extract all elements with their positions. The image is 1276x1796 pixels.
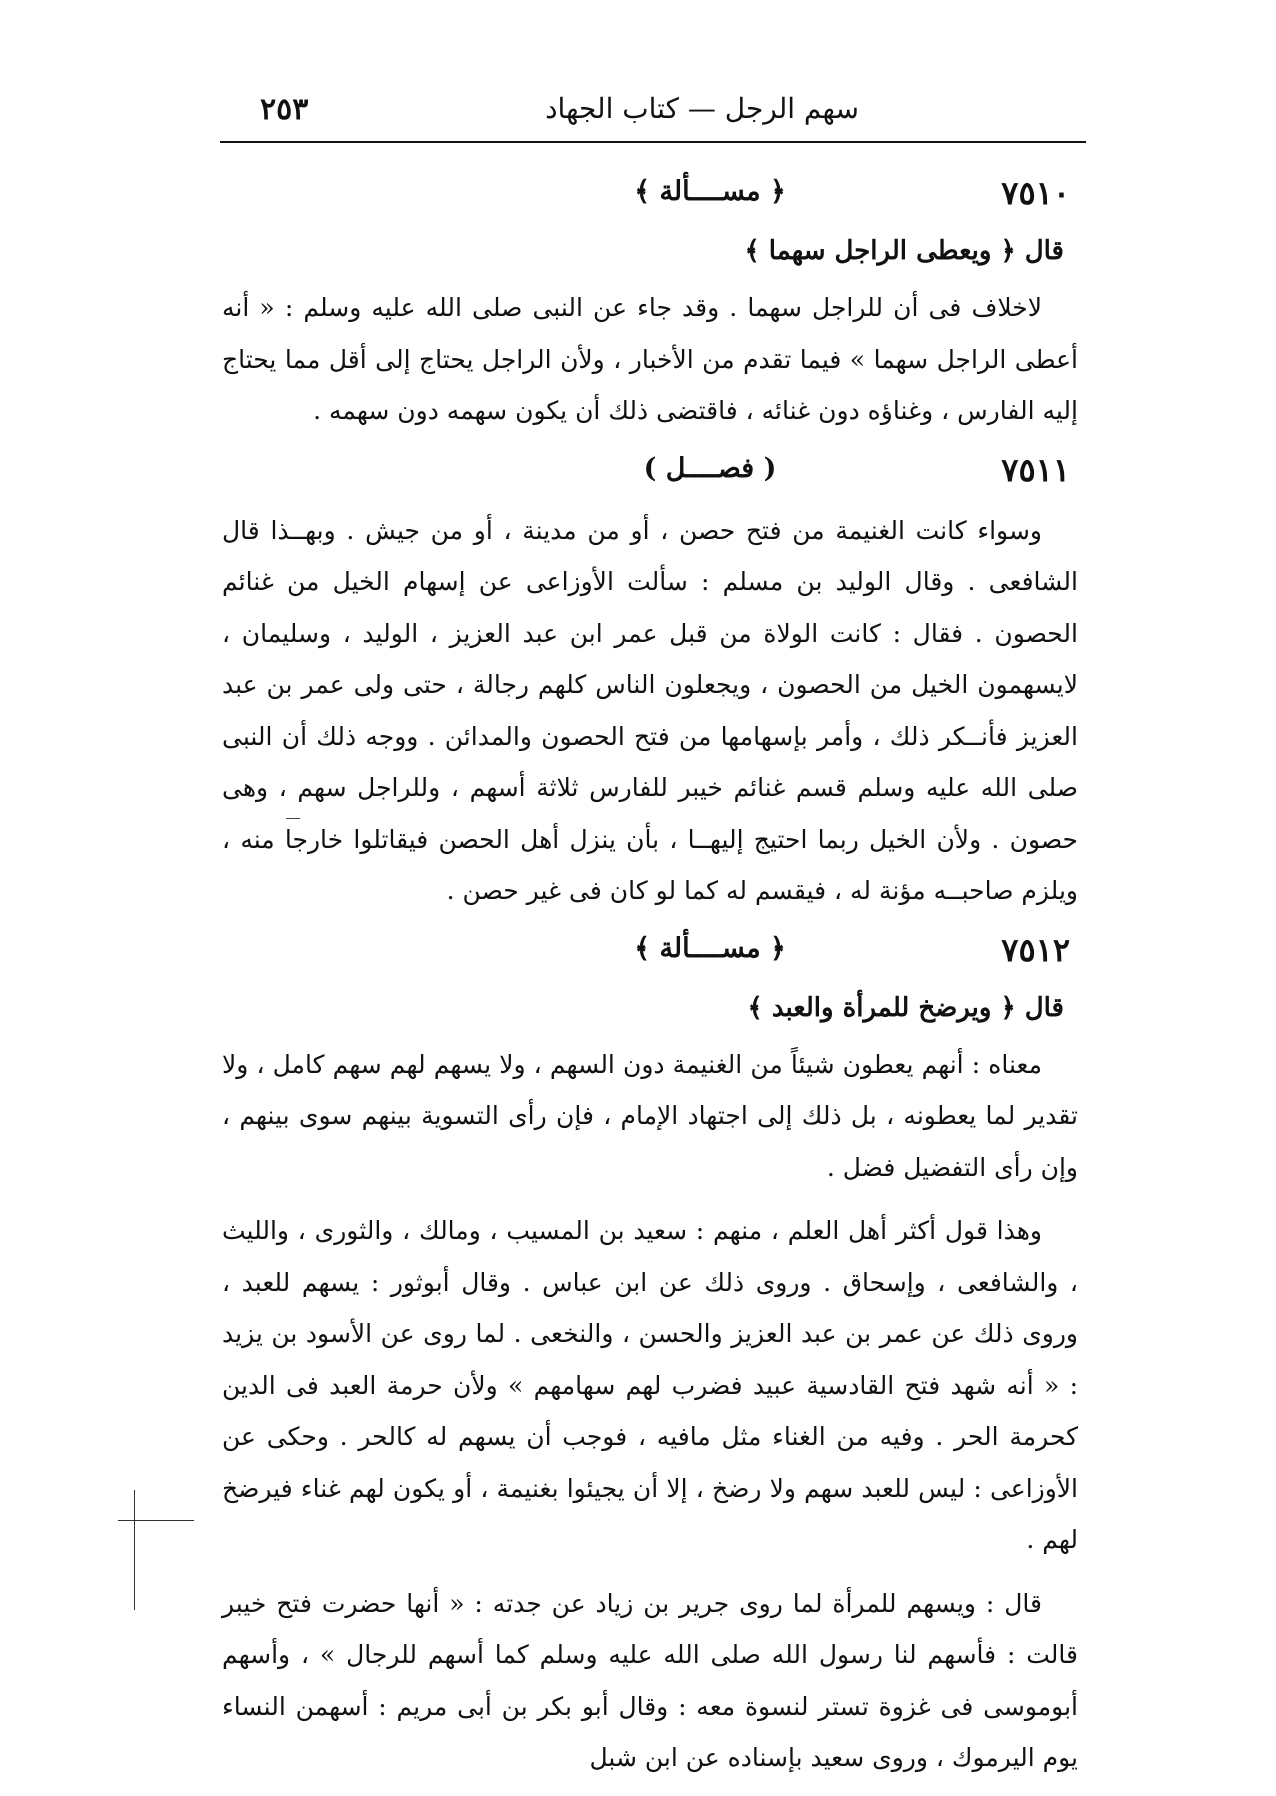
running-title: سهم الرجل — كتاب الجهاد [545,92,859,125]
crop-mark-horizontal [118,1520,194,1521]
section-heading: ﴿ مســــألة ﴾ [634,932,786,964]
section-heading: ( فصــــل ) [643,452,777,484]
paragraph: لاخلاف فى أن للراجل سهما . وقد جاء عن النبى صلى الله عليه وسلم : « أنه أعطى الراجل سهما » فيما تقدم من الأخبار ، ولأن الراجل يحتاج إلى أقل مما يحتاج إليه الفارس ، وغناؤه دون غنائه ، فاقتضى ذلك أن يكون سهمه دون سهمه . [222,293,1078,425]
section-number: ٧٥١٠ [1001,174,1070,212]
matn-quote: قال ﴿ ويرضخ للمرأة والعبد ﴾ [747,992,1064,1023]
section-7511 [222,447,1078,917]
matn-quote: قال ﴿ ويعطى الراجل سهما ﴾ [744,236,1064,266]
header-rule [220,141,1086,143]
page-body [222,170,1078,1796]
paragraph: قال : ويسهم للمرأة لما روى جرير بن زياد عن جدته : « أنها حضرت فتح خيبر قالت : فأسهم لنا رسول الله صلى الله عليه وسلم كما أسهم للرجال » ، وأسهم أبوموسى فى غزوة تستر لنسوة معه : وقال أبو بكر بن أبى مريم : أسهمن النساء يوم اليرموك ، وروى سعيد بإسناده عن ابن شبل [222,1588,1078,1772]
section-header [222,170,1078,224]
paragraph: معناه : أنهم يعطون شيئاً من الغنيمة دون السهم ، ولا يسهم لهم سهم كامل ، ولا تقدير لما يعطونه ، بل ذلك إلى اجتهاد الإمام ، فإن رأى التسوية بينهم سوى بينهم ، وإن رأى التفضيل فضل . [222,1049,1078,1182]
page-header [222,92,1072,136]
section-number: ٧٥١١ [1001,450,1070,489]
paragraph: وهذا قول أكثر أهل العلم ، منهم : سعيد بن المسيب ، ومالك ، والثورى ، والليث ، والشافعى ، وإسحاق . وروى ذلك عن ابن عباس . وقال أبوثور : يسهم للعبد ، وروى ذلك عن عمر بن عبد العزيز والحسن ، والنخعى . لما روى عن الأسود بن يزيد : « أنه شهد فتح القادسية عبيد فضرب لهم سهامهم » ولأن حرمة العبد فى الدين كحرمة الحر . وفيه من الغناء مثل مافيه ، فوجب أن يسهم له كالحر . وحكى عن الأوزاعى : ليس للعبد سهم ولا رضخ ، إلا أن يجيئوا بغنيمة ، أو يكون لهم غناء فيرضخ لهم . [222,1216,1078,1554]
page-number: ٢٥٣ [260,92,309,127]
section-heading: ﴿ مســــألة ﴾ [634,176,786,207]
section-header [222,927,1078,981]
scan-speck [286,818,300,819]
section-7512 [222,927,1078,1784]
section-7510 [222,170,1078,437]
paragraph: وسواء كانت الغنيمة من فتح حصن ، أو من مدينة ، أو من جيش . وبهــذا قال الشافعى . وقال الوليد بن مسلم : سألت الأوزاعى عن إسهام الخيل من غنائم الحصون . فقال : كانت الولاة من قبل عمر ابن عبد العزيز ، الوليد ، وسليمان ، لايسهمون الخيل من الحصون ، ويجعلون الناس كلهم رجالة ، حتى ولى عمر بن عبد العزيز فأنــكر ذلك ، وأمر بإسهامها من فتح الحصون والمدائن . ووجه ذلك أن النبى صلى الله عليه وسلم قسم غنائم خيبر للفارس ثلاثة أسهم ، وللراجل سهم ، وهى حصون . ولأن الخيل ربما احتيج إليهــا ، بأن ينزل أهل الحصن فيقاتلوا خارجا منه ، ويلزم صاحبــه مؤنة له ، فيقسم له كما لو كان فى غير حصن . [222,515,1078,905]
section-header [222,447,1078,501]
crop-mark-vertical [134,1490,135,1610]
section-number: ٧٥١٢ [1001,930,1070,969]
